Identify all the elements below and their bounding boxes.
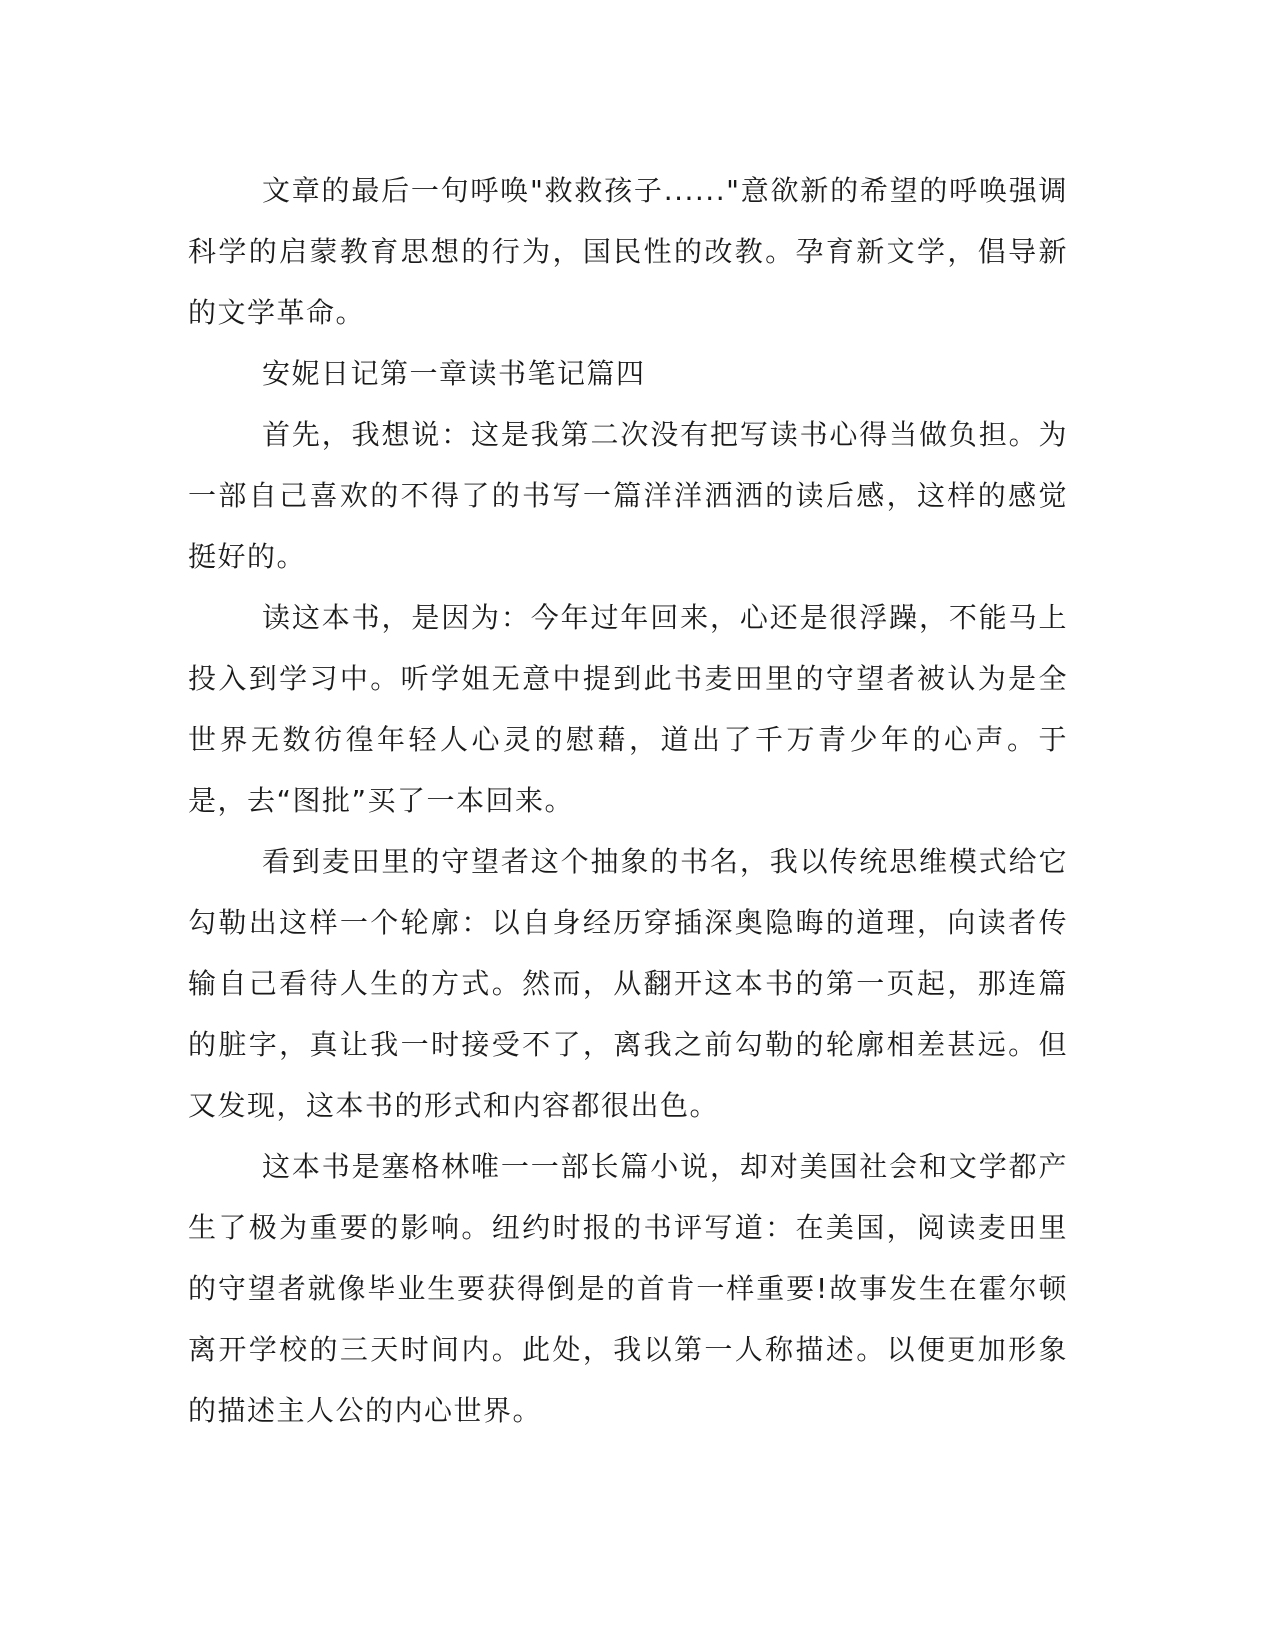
paragraph-intro-conclusion: 文章的最后一句呼唤"救救孩子......"意欲新的希望的呼唤强调科学的启蒙教育思想的行为，国民性的改教。孕育新文学，倡导新的文学革命。 — [188, 174, 1068, 329]
paragraph-reason-for-reading: 读这本书，是因为：今年过年回来，心还是很浮躁，不能马上投入到学习中。听学姐无意中提到此书麦田里的守望者被认为是全世界无数彷徨年轻人心灵的慰藉，道出了千万青少年的心声。于是，去“图批”买了一本回来。 — [188, 601, 1068, 817]
document-body — [188, 160, 1068, 1441]
paragraph-book-influence: 这本书是塞格林唯一一部长篇小说，却对美国社会和文学都产生了极为重要的影响。纽约时报的书评写道：在美国，阅读麦田里的守望者就像毕业生要获得倒是的首肯一样重要!故事发生在霍尔顿离开学校的三天时间内。此处，我以第一人称描述。以便更加形象的描述主人公的内心世界。 — [188, 1150, 1068, 1427]
section-heading: 安妮日记第一章读书笔记篇四 — [262, 357, 646, 390]
paragraph-title-impression: 看到麦田里的守望者这个抽象的书名，我以传统思维模式给它勾勒出这样一个轮廓：以自身经历穿插深奥隐晦的道理，向读者传输自己看待人生的方式。然而，从翻开这本书的第一页起，那连篇的脏字，真让我一时接受不了，离我之前勾勒的轮廓相差甚远。但又发现，这本书的形式和内容都很出色。 — [188, 845, 1068, 1122]
paragraph-first-impression: 首先，我想说：这是我第二次没有把写读书心得当做负担。为一部自己喜欢的不得了的书写一篇洋洋洒洒的读后感，这样的感觉挺好的。 — [188, 418, 1068, 573]
